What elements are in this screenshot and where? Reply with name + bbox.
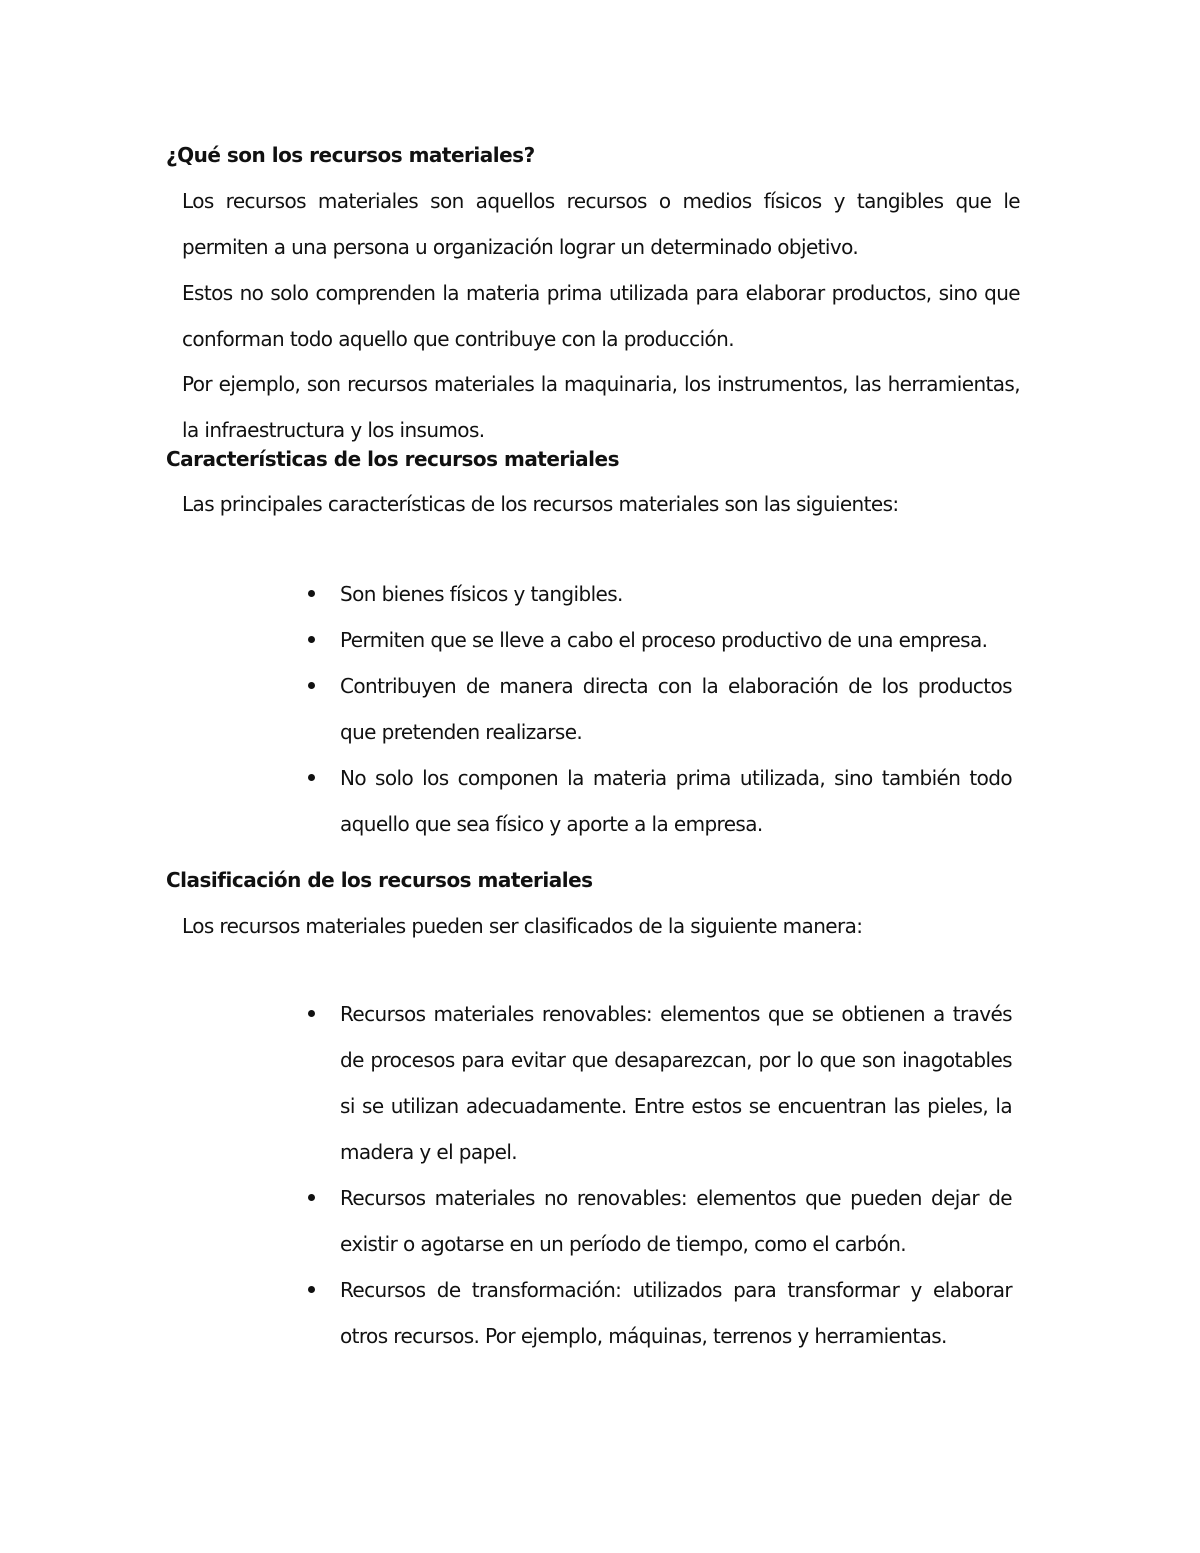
bullet-icon [308, 1194, 315, 1201]
section-heading-what-are: ¿Qué son los recursos materiales? [166, 143, 535, 167]
list-item: Contribuyen de manera directa con la elaboración de los productos que pretenden realizarse. [340, 663, 1012, 755]
section-heading-characteristics: Características de los recursos materiales [166, 447, 619, 471]
paragraph-example: Por ejemplo, son recursos materiales la maquinaria, los instrumentos, las herramientas, la infraestructura y los insumos. [182, 372, 1020, 442]
bullet-icon [308, 1010, 315, 1017]
list-item: Recursos de transformación: utilizados para transformar y elaborar otros recursos. Por ejemplo, máquinas, terrenos y herramientas. [340, 1267, 1012, 1359]
list-item: Son bienes físicos y tangibles. [340, 571, 1012, 617]
list-item: Permiten que se lleve a cabo el proceso productivo de una empresa. [340, 617, 1012, 663]
paragraph-characteristics-intro: Las principales características de los recursos materiales son las siguientes: [182, 492, 899, 516]
list-item: Recursos materiales no renovables: elementos que pueden dejar de existir o agotarse en un período de tiempo, como el carbón. [340, 1175, 1012, 1267]
bullet-icon [308, 1286, 315, 1293]
paragraph-classification-intro: Los recursos materiales pueden ser clasificados de la siguiente manera: [182, 914, 863, 938]
classification-list [340, 991, 1012, 1359]
bullet-icon [308, 774, 315, 781]
section-heading-classification: Clasificación de los recursos materiales [166, 868, 593, 892]
characteristics-list [340, 571, 1012, 847]
bullet-icon [308, 682, 315, 689]
bullet-icon [308, 636, 315, 643]
paragraph-definition: Los recursos materiales son aquellos recursos o medios físicos y tangibles que le permiten a una persona u organización lograr un determinado objetivo. [182, 189, 1020, 259]
bullet-icon [308, 590, 315, 597]
list-item: No solo los componen la materia prima utilizada, sino también todo aquello que sea físico y aporte a la empresa. [340, 755, 1012, 847]
list-item: Recursos materiales renovables: elementos que se obtienen a través de procesos para evitar que desaparezcan, por lo que son inagotables si se utilizan adecuadamente. Entre estos se encuentran las pieles, la madera y el papel. [340, 991, 1012, 1175]
paragraph-scope: Estos no solo comprenden la materia prima utilizada para elaborar productos, sino que conforman todo aquello que contribuye con la producción. [182, 281, 1020, 351]
